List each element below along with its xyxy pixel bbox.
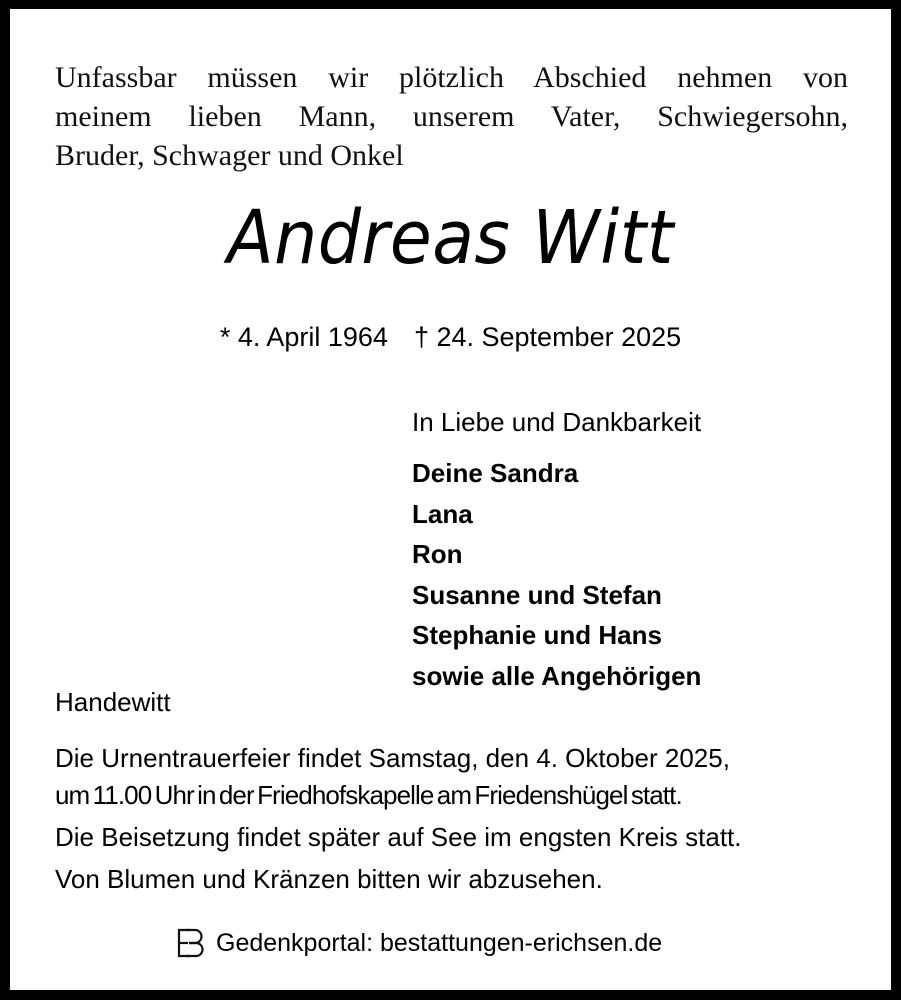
thanks-line: In Liebe und Dankbarkeit	[412, 407, 702, 437]
family-member: Lana	[412, 498, 473, 529]
info-line: Die Urnentrauerfeier findet Samstag, den 4. Oktober 2025,	[55, 743, 730, 773]
life-dates	[10, 319, 891, 355]
memorial-portal	[176, 926, 662, 960]
death-date: † 24. September 2025	[413, 322, 682, 352]
family-member: Deine Sandra	[412, 458, 579, 488]
place-name: Handewitt	[55, 687, 171, 717]
intro-line: meinem lieben Mann, unserem Vater, Schwiegersohn,	[55, 100, 848, 133]
intro-line: Unfassbar müssen wir plötzlich Abschied nehmen von	[55, 61, 848, 94]
family-member: Ron	[412, 539, 463, 570]
intro-line: Bruder, Schwager und Onkel	[55, 139, 404, 172]
family-list	[412, 453, 701, 697]
info-line: Von Blumen und Kränzen bitten wir abzusehen.	[55, 864, 603, 894]
info-line: Die Beisetzung findet später auf See im engsten Kreis statt.	[55, 822, 742, 852]
eb-logo-icon	[176, 927, 206, 959]
family-member: Stephanie und Hans	[412, 620, 662, 651]
intro-text	[55, 58, 848, 175]
family-member: sowie alle Angehörigen	[412, 660, 702, 691]
portal-link[interactable]: Gedenkportal: bestattungen-erichsen.de	[216, 929, 663, 957]
obituary-notice	[10, 9, 891, 990]
family-member: Susanne und Stefan	[412, 579, 662, 610]
birth-date: * 4. April 1964	[219, 322, 388, 352]
deceased-name: Andreas Witt	[227, 195, 674, 281]
info-line: um 11.00 Uhr in der Friedhofskapelle am Friedenshügel statt.	[55, 780, 682, 810]
ceremony-info	[55, 740, 742, 898]
